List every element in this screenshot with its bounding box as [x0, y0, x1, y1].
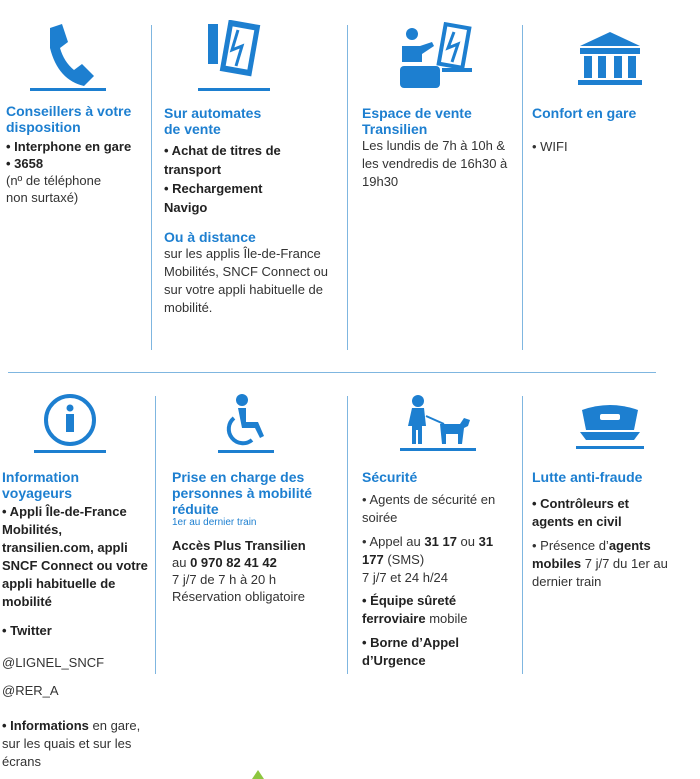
pmr-reservation: Réservation obligatoire — [172, 589, 305, 604]
phone-icon — [28, 22, 108, 97]
fraude-item-agents-mobiles — [532, 537, 697, 591]
column-espace — [362, 105, 512, 191]
divider-bottom-2 — [347, 396, 348, 674]
automates-item-navigo: • Rechargement Navigo — [164, 181, 263, 215]
pmr-hours: 7 j/7 de 7 h à 20 h — [172, 572, 277, 587]
conseillers-title: Conseillers à votre disposition — [6, 103, 132, 135]
divider-top-3 — [522, 25, 523, 350]
securite-title: Sécurité — [362, 469, 418, 485]
information-icon — [30, 392, 110, 459]
information-item-gare-rest: en gare, sur les quais et sur les écrans — [2, 718, 141, 769]
column-fraude — [532, 469, 697, 591]
guard-dog-icon — [400, 394, 476, 459]
pmr-phone-line — [172, 554, 342, 571]
securite-item-equipe — [362, 592, 512, 628]
station-building-icon — [570, 30, 650, 95]
pmr-phone: 0 970 82 41 42 — [190, 555, 277, 570]
securite-item-borne: • Borne d’Appel d’Urgence — [362, 635, 459, 668]
information-item-gare — [2, 717, 152, 771]
ticket-machine-icon — [196, 20, 272, 97]
espace-title: Espace de vente Transilien — [362, 105, 472, 137]
information-item-applis: • Appli Île-de-France Mobilités, transilien.com, appli SNCF Connect ou votre appli habituelle de mobilité — [2, 504, 148, 609]
column-securite — [362, 469, 517, 670]
divider-top-2 — [347, 25, 348, 350]
conseillers-item-3658: • 3658 — [6, 156, 44, 171]
green-arrow-mark — [252, 770, 264, 779]
distance-text: sur les applis Île-de-France Mobilités, SNCF Connect ou sur votre appli habituelle de mobilité. — [164, 246, 329, 315]
information-item-twitter: • Twitter — [2, 623, 52, 638]
column-conseillers — [6, 103, 148, 206]
confort-item-wifi: • WIFI — [532, 139, 568, 154]
column-confort — [532, 105, 692, 155]
column-information — [2, 469, 154, 771]
twitter-handle-lignel: @LIGNEL_SNCF — [2, 655, 105, 670]
divider-bottom-3 — [522, 396, 523, 674]
pmr-subtitle: 1er au dernier train — [172, 517, 257, 528]
appel-text: • Appel au — [362, 534, 425, 549]
equipe-bold: • Équipe sûreté ferroviaire — [362, 593, 457, 626]
twitter-handle-rer-a: @RER_A — [2, 683, 59, 698]
section-divider — [8, 372, 656, 373]
pmr-title: Prise en charge des personnes à mobilité réduite — [172, 469, 313, 517]
appel-number-3117: 31 17 — [424, 534, 457, 549]
column-automates — [164, 105, 340, 317]
ticket-counter-icon — [398, 22, 478, 97]
fraude-agents-mobiles: agents mobiles — [532, 538, 651, 571]
securite-item-agents: • Agents de sécurité en soirée — [362, 492, 496, 525]
wheelchair-icon — [218, 392, 274, 459]
information-item-gare-bold: • Informations — [2, 718, 89, 733]
distance-title: Ou à distance — [164, 229, 256, 245]
fraude-title: Lutte anti-fraude — [532, 469, 643, 485]
appel-ou: ou — [456, 534, 479, 549]
information-title: Information voyageurs — [2, 469, 79, 501]
fraude-presence: • Présence d’ — [532, 538, 609, 553]
pmr-phone-prefix: au — [172, 555, 191, 570]
equipe-rest: mobile — [425, 611, 468, 626]
controller-cap-icon — [572, 402, 648, 455]
confort-title: Confort en gare — [532, 105, 637, 121]
espace-text: Les lundis de 7h à 10h & les vendredis de 16h30 à 19h30 — [362, 138, 508, 189]
divider-bottom-1 — [155, 396, 156, 674]
securite-hours: 7 j/7 et 24 h/24 — [362, 570, 449, 585]
pmr-service: Accès Plus Transilien — [172, 538, 306, 553]
appel-sms: (SMS) — [383, 552, 425, 567]
conseillers-note: (nº de téléphone non surtaxé) — [6, 173, 102, 205]
appel-number-31177: 31 177 — [362, 534, 494, 567]
conseillers-item-interphone: • Interphone en gare — [6, 139, 132, 154]
column-pmr — [172, 469, 342, 605]
fraude-item-controleurs: • Contrôleurs et agents en civil — [532, 496, 630, 529]
automates-title: Sur automates de vente — [164, 105, 262, 137]
automates-item-achat: • Achat de titres de transport — [164, 143, 281, 177]
fraude-horaires: 7 j/7 du 1er au dernier train — [532, 556, 668, 589]
divider-top-1 — [151, 25, 152, 350]
securite-item-appel — [362, 533, 517, 569]
